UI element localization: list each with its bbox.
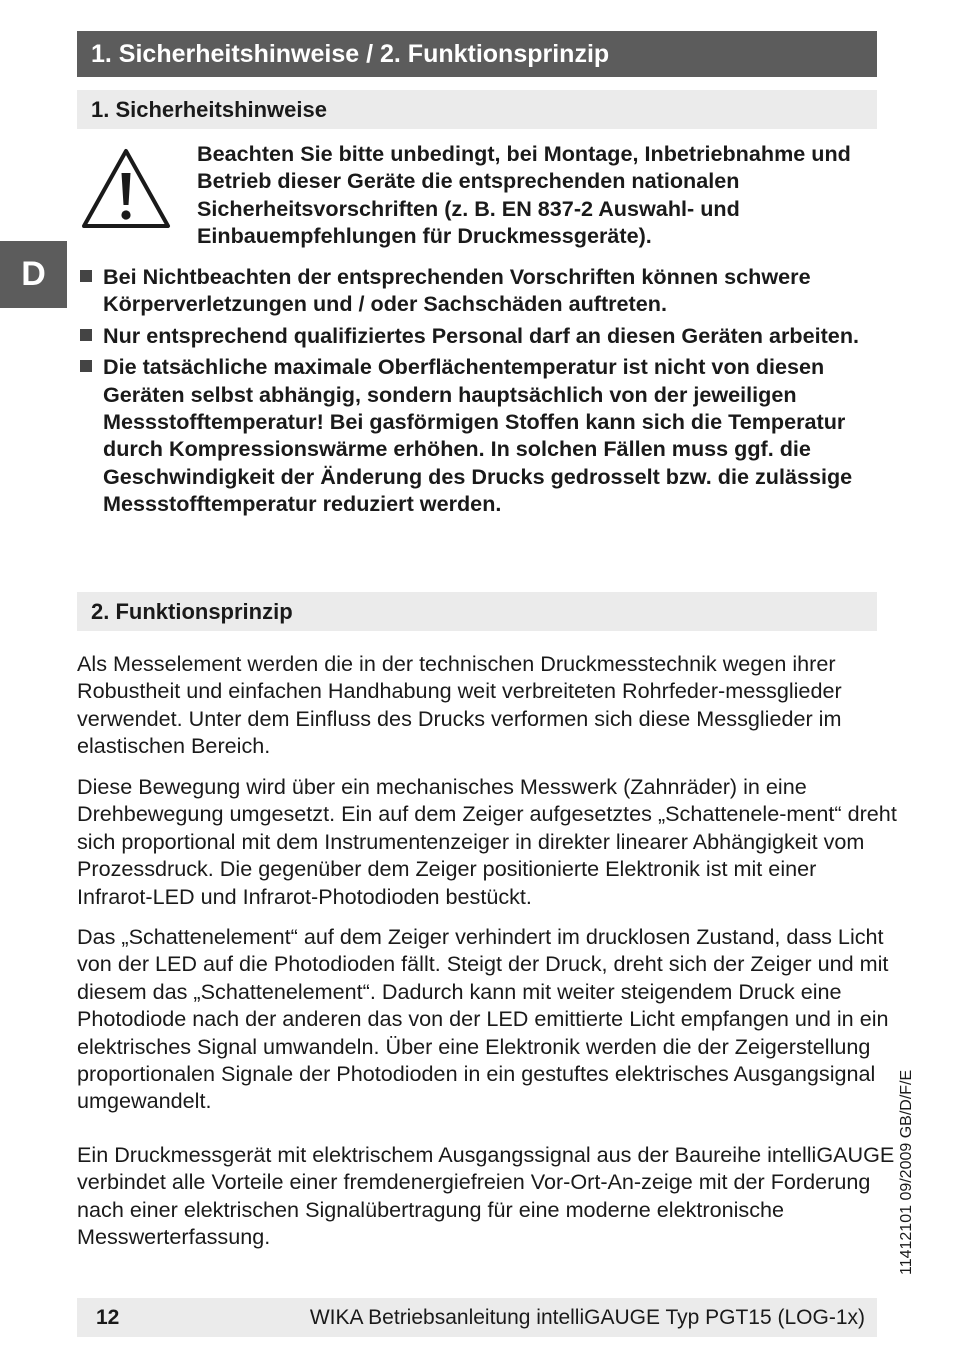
- page-number: 12: [96, 1306, 120, 1329]
- document-code: 11412101 09/2009 GB/D/F/E: [898, 1069, 915, 1275]
- warning-triangle-icon: [80, 146, 172, 230]
- page-footer: [77, 1298, 877, 1337]
- section-title-safety: 1. Sicherheitshinweise: [77, 90, 877, 129]
- paragraph-3: [77, 923, 897, 1115]
- list-item: [77, 263, 897, 318]
- paragraph-2: [77, 773, 897, 910]
- footer-title: WIKA Betriebsanleitung intelliGAUGE Typ PGT15 (LOG-1x): [309, 1306, 865, 1329]
- language-tab: D: [0, 241, 67, 308]
- list-item: [77, 322, 897, 349]
- bullet-square-icon: [80, 360, 92, 372]
- safety-bullet-list: [77, 263, 897, 522]
- bullet-text: Bei Nichtbeachten der entsprechenden Vorschriften können schwere Körperverletzungen und / oder Sachschäden auftreten.: [103, 264, 811, 317]
- paragraph-text: Ein Druckmessgerät mit elektrischem Ausgangssignal aus der Baureihe intelliGAUGE verbindet alle Vorteile einer fremdenergiefreien Vor-Ort-An-zeige mit der Forderung nach einer elektrischen Signalübertragung für eine moderne elektronische Messwerterfassung.: [77, 1142, 895, 1250]
- bullet-square-icon: [80, 329, 92, 341]
- section-title-principle: 2. Funktionsprinzip: [77, 592, 877, 631]
- paragraph-text: Das „Schattenelement“ auf dem Zeiger verhindert im drucklosen Zustand, dass Licht von der LED auf die Photodioden fällt. Steigt der Druck, dreht sich der Zeiger und mit diesem das „Schattenelement“. Dadurch kann mit weiter steigendem Druck eine Photodiode nach der anderen das von der LED emittierte Licht empfangen und in ein elektrisches Signal umwandeln. Über eine Elektronik werden die der Zeigerstellung proportionalen Signale der Photodioden in ein gestuftes elektrisches Ausgangsignal umgewandelt.: [77, 924, 889, 1114]
- bullet-text: Die tatsächliche maximale Oberflächentemperatur ist nicht von diesen Geräten selbst abhängig, sondern hauptsächlich von der jeweiligen Messstofftemperatur! Bei gasförmigen Stoffen kann sich die Temperatur durch Kompressionswärme erhöhen. In solchen Fällen muss ggf. die Geschwindigkeit der Änderung des Drucks gedrosselt bzw. die zulässige Messstofftemperatur reduziert werden.: [103, 354, 853, 517]
- warning-text: Beachten Sie bitte unbedingt, bei Montage, Inbetriebnahme und Betrieb dieser Geräte die entsprechenden nationalen Sicherheitsvorschriften (z. B. EN 837-2 Auswahl- und Einbauempfehlungen für Druckmessgeräte).: [197, 141, 851, 249]
- bullet-text: Nur entsprechend qualifiziertes Personal darf an diesen Geräten arbeiten.: [103, 322, 860, 348]
- page-header: 1. Sicherheitshinweise / 2. Funktionsprinzip: [77, 31, 877, 77]
- paragraph-text: Diese Bewegung wird über ein mechanisches Messwerk (Zahnräder) in eine Drehbewegung umgesetzt. Ein auf dem Zeiger aufgesetztes „Schattenele-ment“ dreht sich proportional mit dem Instrumentenzeiger in direkter linearer Abhängigkeit vom Prozessdruck. Die gegenüber dem Zeiger positionierte Elektronik ist mit einer Infrarot-LED und Infrarot-Photodioden bestückt.: [77, 774, 897, 909]
- paragraph-text: Als Messelement werden die in der technischen Druckmesstechnik wegen ihrer Robustheit und einfachen Handhabung weit verbreiteten Rohrfeder-messglieder verwendet. Unter dem Einfluss des Drucks verformen sich diese Messglieder im elastischen Bereich.: [77, 651, 842, 759]
- list-item: [77, 353, 897, 517]
- paragraph-1: [77, 650, 897, 760]
- bullet-square-icon: [80, 270, 92, 282]
- paragraph-4: [77, 1141, 897, 1251]
